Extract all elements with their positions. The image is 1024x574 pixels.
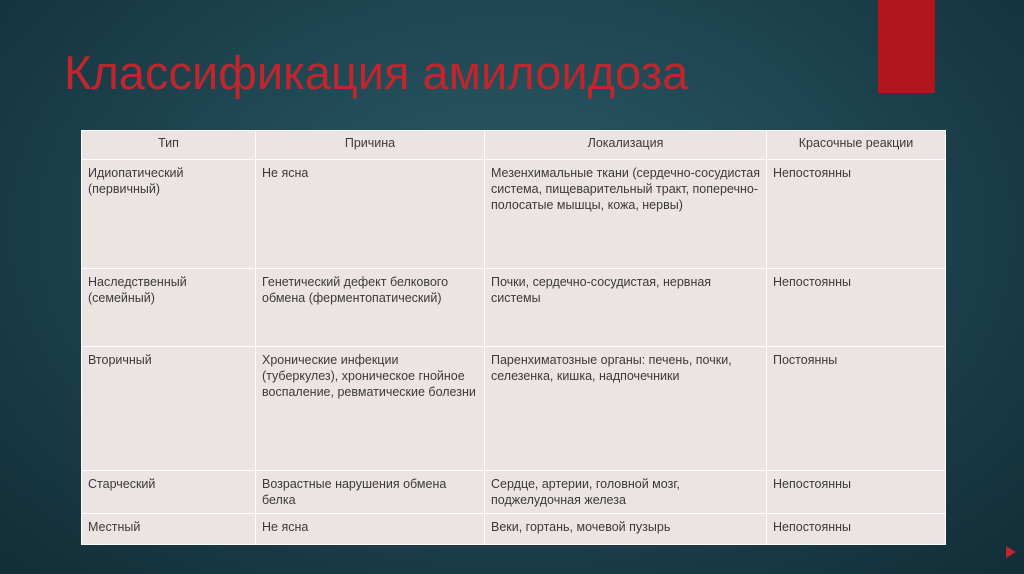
cell-cause: Возрастные нарушения обмена белка: [256, 471, 485, 514]
header-type: Тип: [82, 131, 256, 160]
table-row: [82, 514, 946, 545]
header-stain-reactions: Красочные реакции: [767, 131, 946, 160]
accent-rectangle: [878, 0, 935, 93]
cell-stain: Непостоянны: [767, 269, 946, 347]
table-row: [82, 471, 946, 514]
table-header-row: [82, 131, 946, 160]
slide-title: Классификация амилоидоза: [64, 46, 689, 99]
table-row: [82, 160, 946, 269]
header-localization: Локализация: [485, 131, 767, 160]
cell-localization: Паренхиматозные органы: печень, почки, селезенка, кишка, надпочечники: [485, 347, 767, 471]
cell-cause: Не ясна: [256, 160, 485, 269]
cell-cause: Хронические инфекции (туберкулез), хроническое гнойное воспаление, ревматические болезни: [256, 347, 485, 471]
cell-stain: Непостоянны: [767, 160, 946, 269]
cell-localization: Почки, сердечно-сосудистая, нервная системы: [485, 269, 767, 347]
cell-type: Местный: [82, 514, 256, 545]
cell-cause: Не ясна: [256, 514, 485, 545]
table-row: [82, 269, 946, 347]
cell-type: Наследственный (семейный): [82, 269, 256, 347]
cell-type: Идиопатический (первичный): [82, 160, 256, 269]
play-triangle-icon[interactable]: [1006, 546, 1016, 558]
classification-table: [81, 130, 946, 545]
cell-stain: Непостоянны: [767, 471, 946, 514]
cell-localization: Мезенхимальные ткани (сердечно-сосудистая система, пищеварительный тракт, поперечно-полосатые мышцы, кожа, нервы): [485, 160, 767, 269]
cell-localization: Сердце, артерии, головной мозг, поджелудочная железа: [485, 471, 767, 514]
cell-stain: Непостоянны: [767, 514, 946, 545]
table-row: [82, 347, 946, 471]
cell-type: Вторичный: [82, 347, 256, 471]
cell-localization: Веки, гортань, мочевой пузырь: [485, 514, 767, 545]
cell-stain: Постоянны: [767, 347, 946, 471]
header-cause: Причина: [256, 131, 485, 160]
cell-type: Старческий: [82, 471, 256, 514]
cell-cause: Генетический дефект белкового обмена (ферментопатический): [256, 269, 485, 347]
